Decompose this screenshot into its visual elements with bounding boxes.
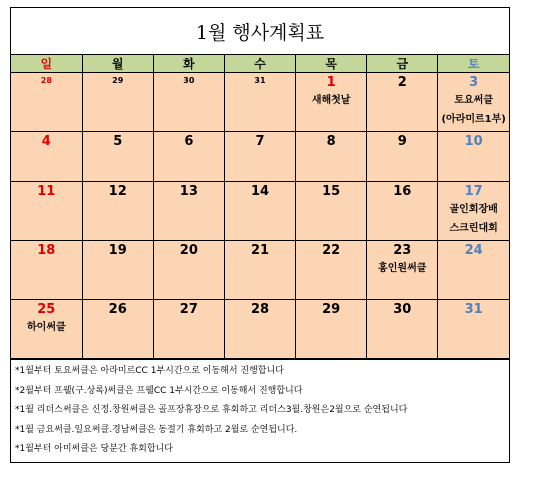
day-number: 30 [183,76,195,85]
day-cell[interactable] [296,182,367,241]
event-label: 골인회장배 [449,204,498,215]
day-number: 19 [108,243,127,258]
day-cell[interactable] [296,300,367,359]
day-number: 27 [179,302,198,317]
event-label: 새해첫날 [311,95,351,106]
day-number: 5 [113,134,123,149]
day-number: 17 [464,184,483,199]
day-cell[interactable] [438,73,509,132]
event-label: (아라미르1부) [441,114,506,125]
day-number: 25 [37,302,56,317]
week-row [11,241,509,300]
day-number: 4 [41,134,51,149]
day-number: 21 [250,243,270,258]
weekday-wed: 수 [224,55,295,73]
day-cell[interactable] [153,241,224,300]
day-number: 20 [179,243,198,258]
day-number: 16 [393,184,412,199]
event-label: 스크린대회 [449,223,498,234]
day-cell[interactable] [438,300,509,359]
day-number: 1 [326,75,336,90]
note-line: *1월부터 아미써클은 당분간 휴회합니다 [15,444,173,454]
day-cell[interactable] [296,132,367,182]
day-number: 2 [397,75,407,90]
day-cell[interactable] [224,73,295,132]
weekday-sun: 일 [11,55,82,73]
day-cell[interactable] [11,132,82,182]
day-cell[interactable] [367,73,438,132]
day-number: 12 [108,184,127,199]
note-line: *1월 리더스써클은 신정.창원써클은 골프장휴장으로 휴회하고 리더스3월.창원은2월으로 순연됩니다 [15,405,408,415]
day-cell[interactable] [82,182,153,241]
week-row [11,132,509,182]
day-number: 31 [254,76,266,85]
event-label: 홍인원써클 [378,263,427,274]
day-number: 23 [393,243,412,258]
day-cell[interactable] [82,73,153,132]
weekday-thu: 목 [296,55,367,73]
calendar-grid [11,55,509,359]
note-line: *1월부터 토요써클은 아라미르CC 1부시간으로 이동해서 진행합니다 [15,366,284,376]
day-cell[interactable] [224,132,295,182]
day-cell[interactable] [367,241,438,300]
day-number: 30 [393,302,412,317]
day-number: 7 [255,134,265,149]
day-cell[interactable] [153,300,224,359]
day-number: 24 [464,243,483,258]
note-line: *1월 금요써클.일요써클.경남써클은 동절기 휴회하고 2월로 순연됩니다. [15,424,298,435]
day-number: 8 [326,134,336,149]
week-row [11,300,509,359]
weekday-mon: 월 [82,55,153,73]
day-number: 14 [250,184,270,199]
week-row [11,182,509,241]
day-cell[interactable] [224,182,295,241]
day-cell[interactable] [438,182,509,241]
day-number: 26 [108,302,127,317]
weekday-header-row [11,55,509,73]
notes-section [11,359,509,462]
day-cell[interactable] [82,132,153,182]
day-number: 3 [469,75,479,90]
event-label: 하이써클 [27,322,66,333]
weekday-tue: 화 [153,55,224,73]
day-cell[interactable] [153,132,224,182]
day-cell[interactable] [153,73,224,132]
day-cell[interactable] [224,241,295,300]
note-line: *2월부터 프웰(구.상록)써클은 프웰CC 1부시간으로 이동해서 진행합니다 [15,385,303,396]
day-cell[interactable] [296,73,367,132]
day-cell[interactable] [82,241,153,300]
day-number: 13 [179,184,198,199]
calendar-sheet [10,7,510,463]
day-number: 6 [184,134,194,149]
day-number: 31 [464,302,483,317]
day-cell[interactable] [153,182,224,241]
day-cell[interactable] [224,300,295,359]
day-number: 18 [37,243,56,258]
day-number: 22 [322,243,341,258]
day-cell[interactable] [367,300,438,359]
day-number: 29 [322,302,341,317]
day-number: 10 [464,134,483,149]
day-number: 11 [37,184,56,199]
day-cell[interactable] [11,73,82,132]
day-number: 29 [112,76,124,85]
day-cell[interactable] [11,241,82,300]
event-label: 토요써클 [454,95,493,106]
weekday-fri: 금 [367,55,438,73]
day-cell[interactable] [82,300,153,359]
day-cell[interactable] [367,132,438,182]
day-cell[interactable] [11,300,82,359]
weekday-sat: 토 [438,55,509,73]
day-number: 28 [40,76,52,85]
day-cell[interactable] [367,182,438,241]
calendar-title: 1월 행사계획표 [11,8,509,55]
day-cell[interactable] [296,241,367,300]
day-number: 9 [397,134,407,149]
day-cell[interactable] [438,132,509,182]
day-number: 28 [250,302,270,317]
day-cell[interactable] [11,182,82,241]
day-number: 15 [322,184,341,199]
week-row [11,73,509,132]
day-cell[interactable] [438,241,509,300]
